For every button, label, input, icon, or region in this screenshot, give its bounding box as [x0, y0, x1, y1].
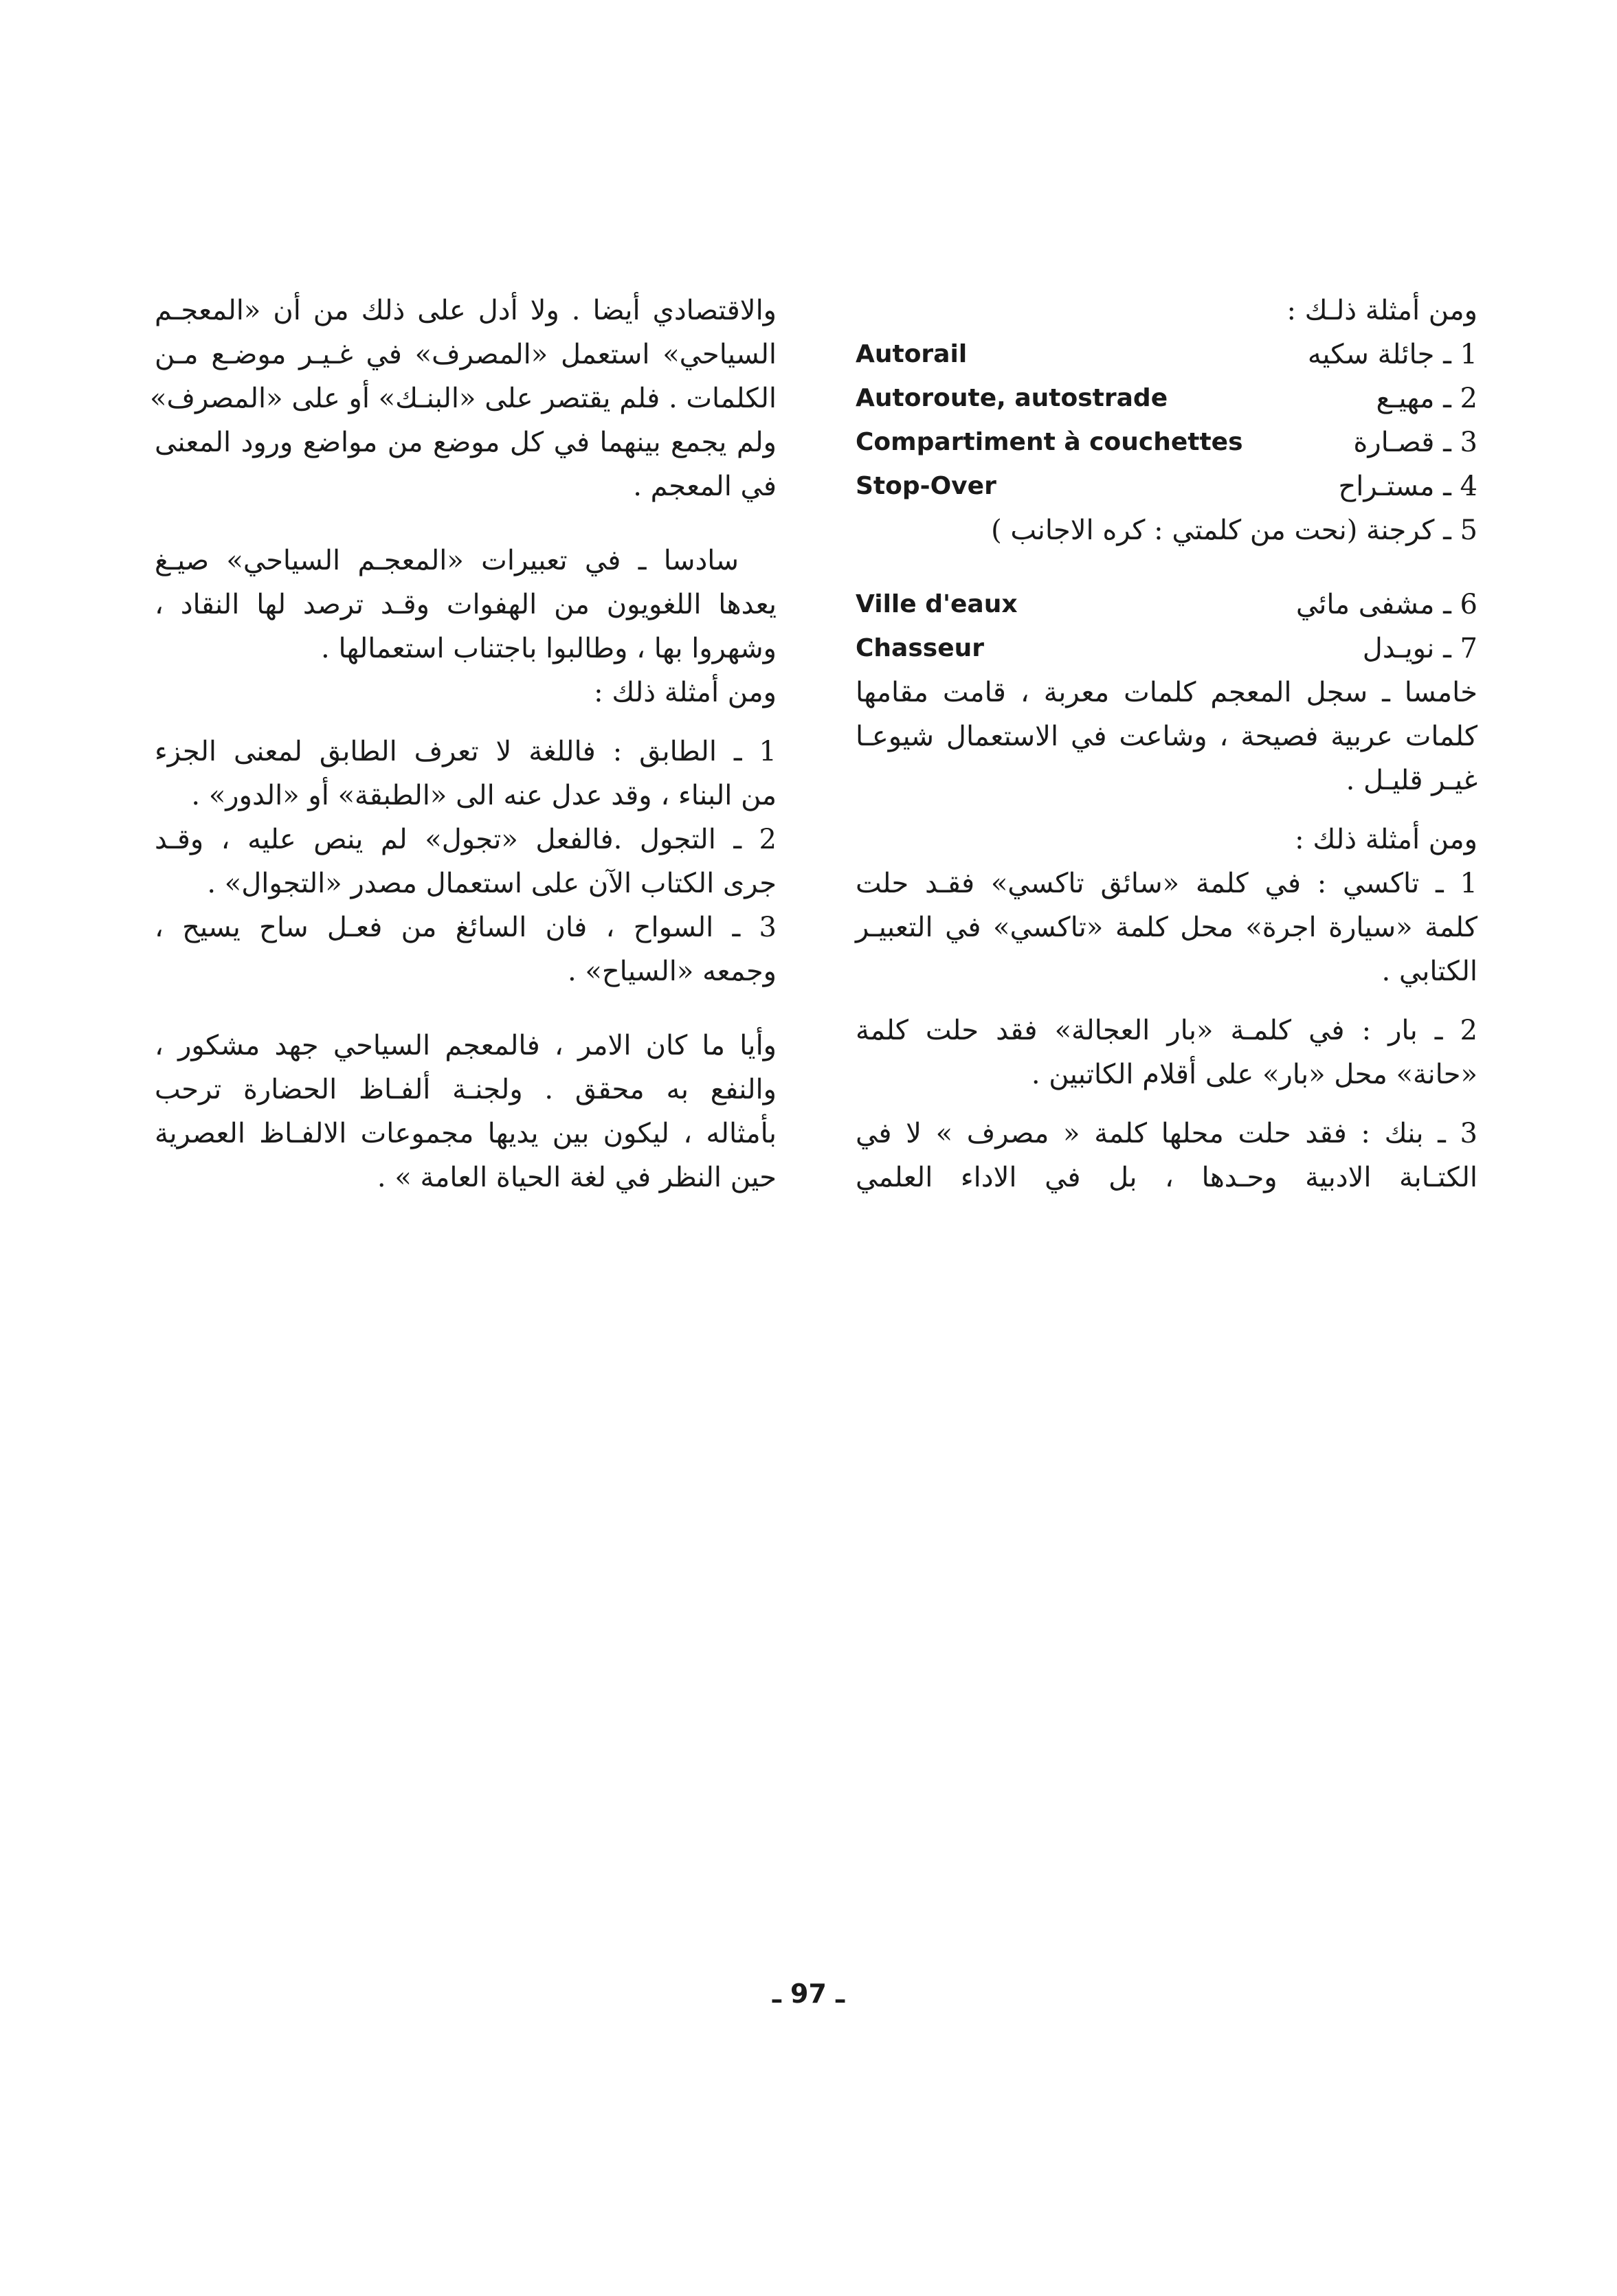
term-row — [856, 420, 1477, 464]
paragraph-line: غيـر قليـل . — [1346, 765, 1477, 796]
paragraph-line: كلمات عربية فصيحة ، وشاعت في الاستعمال شيوعـا — [856, 721, 1477, 752]
examples-intro: ومن أمثلة ذلـك : — [1286, 295, 1477, 326]
paragraph-line: 3 ـ بنك : فقد حلت محلها كلمة « مصرف » لا في — [856, 1118, 1477, 1149]
paragraph-line: يعدها اللغويون من الهفوات وقـد ترصد لها النقاد ، — [155, 589, 777, 620]
paragraph-line: وشهروا بها ، وطالبوا باجتناب استعمالها . — [321, 633, 777, 664]
paragraph-line: والاقتصادي أيضا . ولا أدل على ذلك من أن «المعجـم — [155, 295, 777, 326]
paragraph-line: خامسا ـ سجل المعجم كلمات معربة ، قامت مقامها — [856, 677, 1477, 708]
term-arabic: 5 ـ كرجنة (نحت من كلمتي : كره الاجانب ) — [991, 515, 1477, 546]
term-row — [856, 376, 1477, 420]
paragraph-line: 2 ـ التجول .فالفعل «تجول» لم ينص عليه ، وقـد — [155, 824, 777, 855]
term-french: Ville d'eaux — [856, 590, 1018, 618]
paragraph-line: 1 ـ تاكسي : في كلمة «سائق تاكسي» فقـد حلت — [856, 868, 1477, 899]
term-row — [856, 333, 1477, 376]
term-french: Autorail — [856, 340, 968, 368]
term-french: Autoroute, autostrade — [856, 384, 1168, 412]
paragraph-line: من البناء ، وقد عدل عنه الى «الطبقة» أو «الدور» . — [191, 780, 777, 811]
paragraph-line: كلمة «سيارة اجرة» محل كلمة «تاكسي» في التعبيـر — [856, 912, 1477, 943]
term-arabic: 6 ـ مشفى مائي — [1295, 589, 1477, 620]
examples-intro: ومن أمثلة ذلك : — [594, 677, 777, 708]
paragraph-line: حين النظر في لغة الحياة العامة » . — [377, 1162, 777, 1193]
term-french: Stop-Over — [856, 472, 996, 500]
paragraph-line: ولم يجمع بينهما في كل موضع من مواضع ورود المعنى — [155, 427, 777, 458]
term-arabic: 3 ـ قصـارة — [1353, 427, 1477, 458]
left-column — [150, 289, 777, 1200]
term-arabic: 7 ـ نويـدل — [1362, 633, 1477, 664]
paragraph-line: جرى الكتاب الآن على استعمال مصدر «التجوال» . — [207, 868, 777, 899]
term-arabic: 1 ـ جائلة سكيه — [1307, 339, 1477, 370]
paragraph-line: 3 ـ السواح ، فان السائغ من فعـل ساح يسيح ، — [155, 912, 777, 943]
term-french: Compartiment à couchettes — [856, 428, 1243, 456]
paragraph-line: 1 ـ الطابق : فاللغة لا تعرف الطابق لمعنى الجزء — [155, 736, 777, 767]
paragraph-line: السياحي» استعمل «المصرف» في غـيـر موضـع مـن — [155, 339, 777, 370]
term-french: Chasseur — [856, 634, 984, 662]
paragraph-line: 2 ـ بار : في كلمـة «بار العجالة» فقد حلت كلمة — [856, 1015, 1477, 1046]
paragraph-line: «حانة» محل «بار» على أقلام الكاتبين . — [1031, 1059, 1477, 1090]
paragraph-line: بأمثاله ، ليكون بين يديها مجموعات الالفـاظ العصرية — [155, 1118, 777, 1149]
term-row — [856, 508, 1477, 552]
term-arabic: 4 ـ مستـراح — [1338, 471, 1477, 502]
examples-intro: ومن أمثلة ذلك : — [1295, 824, 1477, 855]
paragraph-line: وأيا ما كان الامر ، فالمعجم السياحي جهد مشكور ، — [155, 1030, 777, 1061]
paragraph-line: الكتابي . — [1381, 956, 1477, 987]
right-column — [856, 289, 1477, 1200]
paragraph-line: وجمعه «السياح» . — [567, 956, 777, 987]
term-row — [856, 583, 1477, 627]
term-row — [856, 627, 1477, 671]
term-row — [856, 464, 1477, 508]
paragraph-line: الكلمات . فلم يقتصر على «البنـك» أو على «المصرف» — [150, 383, 777, 414]
paragraph-line: في المعجم . — [633, 471, 777, 502]
paragraph-line: الكتـابة الادبية وحـدها ، بل في الاداء العلمي — [856, 1162, 1477, 1193]
paragraph-line: والنفع به محقق . ولجنـة ألفـاظ الحضارة ترحب — [155, 1074, 777, 1105]
paragraph-line: سادسا ـ في تعبيرات «المعجـم السياحي» صيـغ — [155, 545, 739, 576]
page-number: ـ 97 ـ — [772, 1979, 845, 2009]
term-arabic: 2 ـ مهيـع — [1376, 383, 1477, 414]
